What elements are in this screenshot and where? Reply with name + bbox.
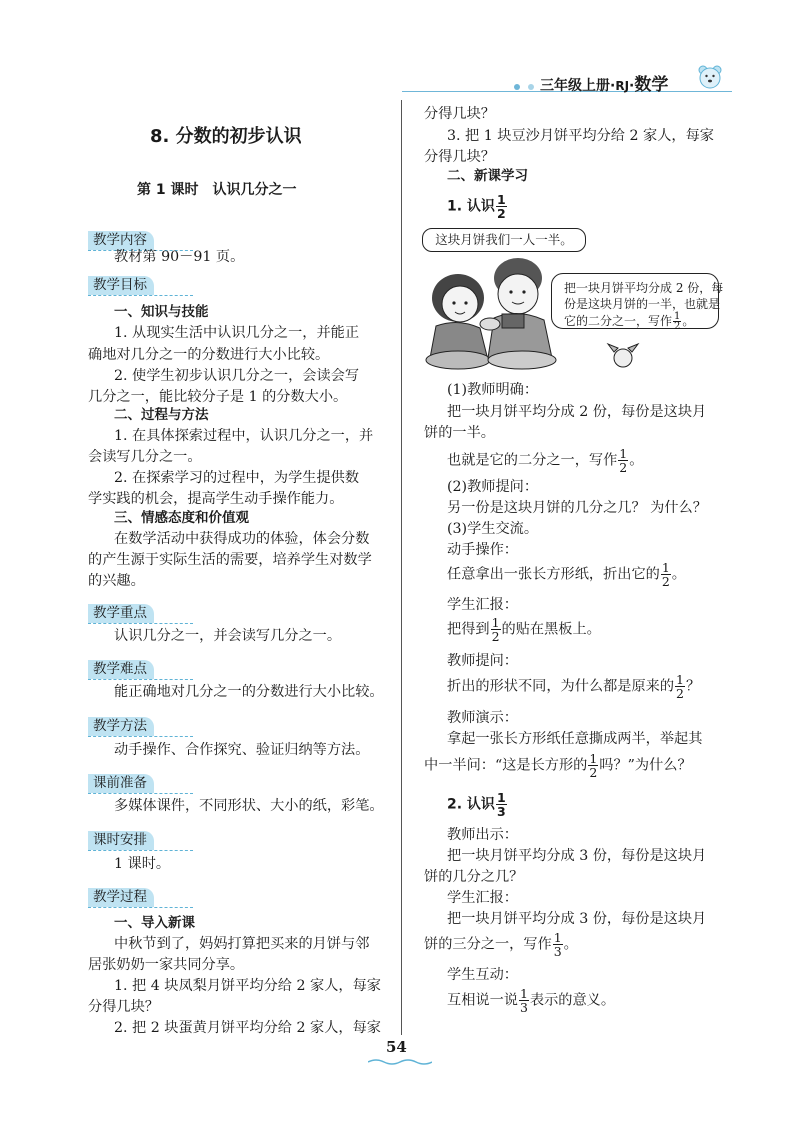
goal-heading: 三、情感态度和价值观 (114, 510, 249, 526)
denominator: 3 (553, 944, 562, 959)
page-number-wave-icon (368, 1058, 432, 1066)
tag-label: 教学难点 (88, 660, 154, 679)
fraction (496, 791, 507, 818)
denominator: 3 (496, 804, 506, 819)
text: 中一半问：“这是长方形的 (424, 757, 588, 774)
text-line: 会读写几分之一。 (88, 449, 202, 465)
text-line: 2. 在探索学习的过程中，为学生提供数 (114, 470, 360, 486)
difficulty-text: 能正确地对几分之一的分数进行大小比较。 (114, 684, 384, 700)
fraction (673, 312, 681, 331)
text: 把得到 (447, 621, 490, 638)
subsection-third (447, 791, 508, 818)
numerator: 1 (589, 751, 598, 766)
numerator: 1 (496, 790, 506, 805)
text-line (447, 447, 643, 474)
section-tag-time (88, 831, 193, 853)
column-divider (401, 100, 402, 1035)
tag-label: 课时安排 (88, 831, 154, 850)
text-line: 把一块月饼平均分成 2 份，每份是这块月 (447, 404, 707, 420)
text-line: 拿起一张长方形纸任意撕成两半，举起其 (447, 731, 703, 747)
goal-heading: 二、过程与方法 (114, 407, 209, 423)
section-tag-method (88, 717, 193, 739)
text: 的贴在黑板上。 (501, 621, 601, 638)
lesson-title: 第 1 课时 认识几分之一 (137, 182, 297, 198)
text-line (424, 752, 692, 779)
text-line: 几分之一，能比较分子是 1 的分数大小。 (88, 389, 348, 405)
denominator: 2 (496, 206, 506, 221)
numerator: 1 (496, 192, 506, 207)
text-line: 饼的一半。 (424, 425, 495, 441)
fraction (519, 987, 529, 1014)
text-line (447, 987, 615, 1014)
numerator: 1 (491, 615, 500, 630)
bubble-line: 份是这块月饼的一半，也就是 (564, 297, 721, 311)
numerator: 1 (619, 446, 628, 461)
header-sep: · (629, 78, 635, 94)
fraction (491, 616, 501, 643)
goal-heading: 一、知识与技能 (114, 304, 209, 320)
fraction (661, 561, 671, 588)
text-line: 分得几块？ (424, 106, 495, 122)
text-line: 学实践的机会，提高学生动手操作能力。 (88, 491, 344, 507)
text-line: 饼的几分之几？ (424, 869, 524, 885)
denominator: 2 (589, 765, 598, 780)
fraction (588, 752, 598, 779)
fraction (553, 931, 563, 958)
numerator: 1 (676, 672, 684, 687)
text: 任意拿出一张长方形纸，折出它的 (447, 566, 660, 583)
denominator: 2 (676, 686, 684, 701)
text-line: 动手操作： (447, 542, 518, 558)
method-text: 动手操作、合作探究、验证归纳等方法。 (114, 742, 370, 758)
text-line: 居张奶奶一家共同分享。 (88, 957, 245, 973)
denominator: 3 (519, 1000, 528, 1015)
text-line: 中秋节到了，妈妈打算把买来的月饼与邻 (114, 936, 370, 952)
section-tag-prep (88, 774, 193, 796)
text-line: 学生汇报： (447, 597, 518, 613)
text-line: (1)教师明确： (447, 382, 539, 398)
text-line: (2)教师提问： (447, 479, 539, 495)
prep-text: 多媒体课件，不同形状、大小的纸，彩笔。 (114, 798, 384, 814)
text-line: 教师演示： (447, 710, 518, 726)
tag-label: 教学过程 (88, 888, 154, 907)
section-tag-goals (88, 276, 193, 298)
content-text: 教材第 90－91 页。 (114, 249, 245, 265)
text-line: 教师提问： (447, 653, 518, 669)
denominator: 2 (491, 629, 500, 644)
text-line: 在数学活动中获得成功的体验，体会分数 (114, 531, 370, 547)
header-edition: RJ (615, 79, 630, 93)
header-dot (528, 84, 534, 90)
speech-bubble-children: 这块月饼我们一人一半。 (422, 228, 586, 252)
header-title (540, 70, 668, 95)
denominator: 2 (619, 460, 628, 475)
bubble-line: 把一块月饼平均分成 2 份，每 (564, 281, 724, 295)
text-line: (3)学生交流。 (447, 521, 539, 537)
tag-label: 教学目标 (88, 276, 154, 295)
text-line: 学生互动： (447, 967, 518, 983)
numerator: 1 (553, 930, 562, 945)
text-line (424, 931, 578, 958)
numerator: 1 (674, 311, 681, 322)
fraction (675, 673, 685, 700)
text-line: 1. 在具体探索过程中，认识几分之一，并 (114, 428, 374, 444)
numerator: 1 (519, 986, 528, 1001)
subsection-half (447, 193, 508, 220)
section-tag-key (88, 604, 193, 626)
text: ？ (685, 678, 701, 695)
page-number: 54 (386, 1038, 407, 1056)
tag-label: 教学方法 (88, 717, 154, 736)
section-tag-process (88, 888, 193, 910)
tag-label: 教学内容 (88, 231, 154, 250)
text: 也就是它的二分之一，写作 (447, 452, 618, 469)
denominator: 2 (661, 574, 670, 589)
text-line: 2. 使学生初步认识几分之一，会读会写 (114, 368, 360, 384)
subsection-label: 1. 认识 (447, 198, 495, 215)
text: 。 (671, 566, 686, 583)
text-line (447, 616, 601, 643)
fraction (496, 193, 507, 220)
text-line: 1. 把 4 块凤梨月饼平均分给 2 家人，每家 (114, 978, 381, 994)
header-dot (514, 84, 520, 90)
text: 。 (563, 936, 578, 953)
text-line: 分得几块？ (424, 149, 495, 165)
text-line: 学生汇报： (447, 890, 518, 906)
subsection-label: 2. 认识 (447, 796, 495, 813)
text-line: 确地对几分之一的分数进行大小比较。 (88, 347, 330, 363)
tag-label: 教学重点 (88, 604, 154, 623)
text-line: 另一份是这块月饼的几分之几？ 为什么？ (447, 500, 707, 516)
text-line: 2. 把 2 块蛋黄月饼平均分给 2 家人，每家 (114, 1020, 381, 1036)
text: 。 (629, 452, 644, 469)
header-sep: · (610, 78, 616, 94)
text-line: 1. 从现实生活中认识几分之一，并能正 (114, 325, 360, 341)
process-heading: 一、导入新课 (114, 915, 195, 931)
text-line: 的产生源于实际生活的需要，培养学生对数学 (88, 552, 372, 568)
text: 吗？”为什么？ (599, 757, 692, 774)
fraction (618, 447, 628, 474)
text-line: 3. 把 1 块豆沙月饼平均分给 2 家人，每家 (447, 128, 714, 144)
bear-mascot-icon (697, 64, 723, 90)
numerator: 1 (661, 560, 670, 575)
text-line: 的兴趣。 (88, 573, 145, 589)
text: 互相说一说 (447, 992, 518, 1009)
new-lesson-heading: 二、新课学习 (447, 168, 528, 184)
bubble-text: 它的二分之一，写作 (564, 314, 673, 328)
header-grade: 三年级上册 (540, 78, 610, 94)
section-tag-difficulty (88, 660, 193, 682)
speech-bubble-explanation (551, 273, 724, 332)
text-line: 教师出示： (447, 827, 518, 843)
text: 饼的三分之一，写作 (424, 936, 552, 953)
key-text: 认识几分之一，并会读写几分之一。 (114, 628, 342, 644)
chapter-title: 8. 分数的初步认识 (150, 126, 302, 147)
tag-label: 课前准备 (88, 774, 154, 793)
text-line: 把一块月饼平均分成 3 份，每份是这块月 (447, 848, 707, 864)
time-text: 1 课时。 (114, 856, 171, 872)
bubble-text: 。 (682, 314, 695, 328)
bubble-line (564, 312, 718, 331)
text: 表示的意义。 (529, 992, 616, 1009)
text-line (447, 561, 686, 588)
text-line: 分得几块？ (88, 999, 159, 1015)
text-line: 把一块月饼平均分成 3 份，每份是这块月 (447, 911, 707, 927)
denominator: 2 (674, 321, 681, 332)
text: 折出的形状不同，为什么都是原来的 (447, 678, 675, 695)
header-subject: 数学 (634, 75, 669, 95)
text-line (447, 673, 700, 700)
